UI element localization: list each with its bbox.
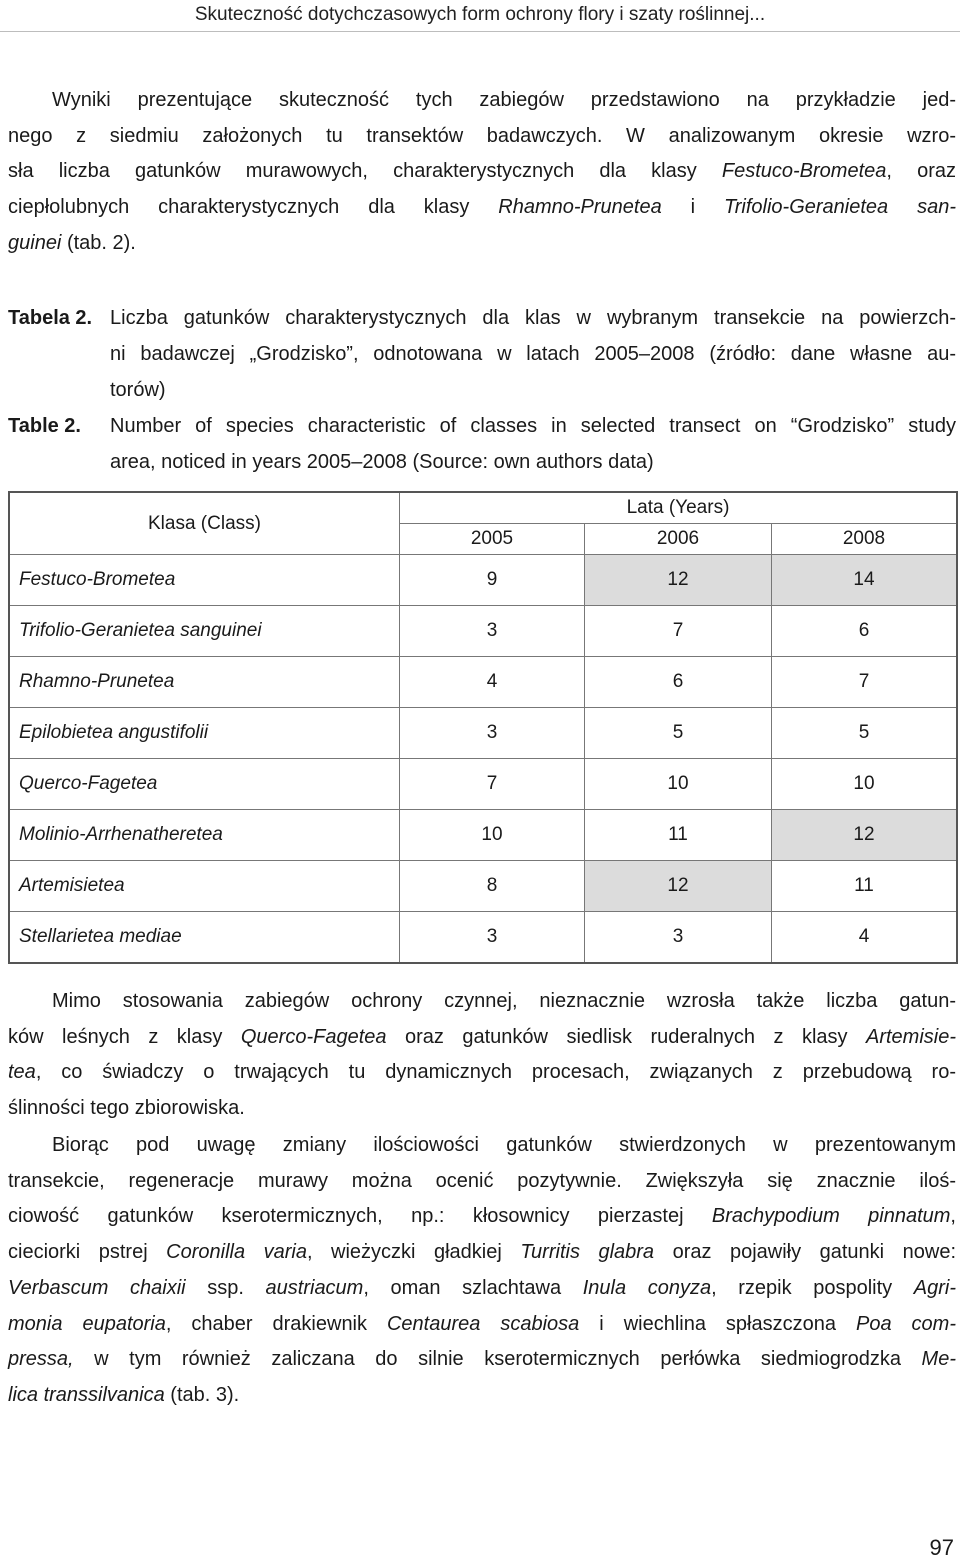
- count-cell: 3: [400, 606, 585, 657]
- table-row: [9, 912, 957, 964]
- class-name-cell: Festuco-Brometea: [9, 555, 400, 606]
- count-cell: 10: [585, 759, 772, 810]
- table-row: [9, 555, 957, 606]
- count-cell: 11: [585, 810, 772, 861]
- text-line: Biorąc pod uwagę zmiany ilościowości gatunków stwierdzonych w prezentowanym: [52, 1134, 956, 1156]
- caption-label-en: Table 2.: [8, 415, 81, 437]
- caption-line: Liczba gatunków charakterystycznych dla klas w wybranym transekcie na powierzch-: [110, 307, 956, 329]
- caption-english: [8, 408, 956, 480]
- class-name-cell: Stellarietea mediae: [9, 912, 400, 964]
- text-line: nego z siedmiu założonych tu transektów badawczych. W analizowanym okresie wzro-: [8, 124, 956, 147]
- caption-label-pl: Tabela 2.: [8, 307, 93, 329]
- text-line: cieciorki pstrej Coronilla varia, wieżyczki gładkiej Turritis glabra oraz pojawiły gatunki nowe:: [8, 1241, 957, 1264]
- caption-line: area, noticed in years 2005–2008 (Source: own authors data): [110, 451, 654, 473]
- class-name-cell: Rhamno-Prunetea: [9, 657, 400, 708]
- count-cell: 8: [400, 861, 585, 912]
- running-header: Skuteczność dotychczasowych form ochrony flory i szaty roślinnej...: [0, 0, 960, 32]
- intro-paragraph: [8, 83, 956, 262]
- class-name-cell: Artemisietea: [9, 861, 400, 912]
- caption-line: torów): [110, 379, 166, 401]
- paragraph-2: [8, 984, 956, 1127]
- text-line: tea, co świadczy o trwających tu dynamicznych procesach, związanych z przebudową ro-: [8, 1061, 956, 1084]
- table-row: [9, 861, 957, 912]
- count-cell: 5: [772, 708, 958, 759]
- text-line: Wyniki prezentujące skuteczność tych zabiegów przedstawiono na przykładzie jed-: [52, 89, 956, 111]
- class-name-cell: Molinio-Arrhenatheretea: [9, 810, 400, 861]
- species-table: [8, 491, 958, 964]
- count-cell: 6: [585, 657, 772, 708]
- text-line: Verbascum chaixii ssp. austriacum, oman szlachtawa Inula conyza, rzepik pospolity Agri-: [8, 1276, 957, 1299]
- table-row: [9, 657, 957, 708]
- count-cell: 7: [772, 657, 958, 708]
- text-line: ciepłolubnych charakterystycznych dla klasy Rhamno-Prunetea i Trifolio-Geranietea san-: [8, 196, 956, 219]
- count-cell: 3: [400, 912, 585, 964]
- text-line: ślinności tego zbiorowiska.: [8, 1097, 245, 1120]
- count-cell: 7: [400, 759, 585, 810]
- text-line: lica transsilvanica (tab. 3).: [8, 1383, 240, 1406]
- count-cell: 12: [772, 810, 958, 861]
- caption-polish: [8, 300, 956, 408]
- count-cell: 5: [585, 708, 772, 759]
- text-line: Mimo stosowania zabiegów ochrony czynnej, nieznacznie wzrosła także liczba gatun-: [52, 990, 956, 1012]
- count-cell: 3: [585, 912, 772, 964]
- table-caption: [8, 300, 956, 480]
- year-header: 2008: [772, 524, 958, 555]
- years-header: Lata (Years): [400, 492, 958, 524]
- year-header: 2006: [585, 524, 772, 555]
- count-cell: 12: [585, 555, 772, 606]
- text-line: monia eupatoria, chaber drakiewnik Centaurea scabiosa i wiechlina spłaszczona Poa com-: [8, 1312, 956, 1335]
- count-cell: 14: [772, 555, 958, 606]
- class-name-cell: Querco-Fagetea: [9, 759, 400, 810]
- count-cell: 7: [585, 606, 772, 657]
- count-cell: 10: [400, 810, 585, 861]
- count-cell: 11: [772, 861, 958, 912]
- text-line: ciowość gatunków kserotermicznych, np.: kłosownicy pierzastej Brachypodium pinnatum,: [8, 1205, 956, 1228]
- caption-line: ni badawczej „Grodzisko”, odnotowana w latach 2005–2008 (źródło: dane własne au-: [110, 343, 956, 365]
- text-line: guinei (tab. 2).: [8, 231, 136, 254]
- count-cell: 3: [400, 708, 585, 759]
- table-row: [9, 606, 957, 657]
- class-name-cell: Trifolio-Geranietea sanguinei: [9, 606, 400, 657]
- caption-text-en: [110, 408, 956, 480]
- page-number: 97: [929, 1535, 954, 1560]
- count-cell: 6: [772, 606, 958, 657]
- year-header: 2005: [400, 524, 585, 555]
- table-row: [9, 810, 957, 861]
- text-line: transekcie, regeneracje murawy można ocenić pozytywnie. Zwiększyła się znacznie iloś-: [8, 1169, 956, 1192]
- count-cell: 4: [772, 912, 958, 964]
- count-cell: 12: [585, 861, 772, 912]
- table-row: [9, 708, 957, 759]
- count-cell: 4: [400, 657, 585, 708]
- caption-text-pl: [110, 300, 956, 408]
- paragraph-3: [8, 1128, 956, 1414]
- class-header: Klasa (Class): [9, 492, 400, 555]
- caption-line: Number of species characteristic of classes in selected transect on “Grodzisko” study: [110, 415, 956, 437]
- text-line: pressa, w tym również zaliczana do silnie kserotermicznych perłówka siedmiogrodzka Me-: [8, 1348, 956, 1371]
- table-row: [9, 759, 957, 810]
- class-name-cell: Epilobietea angustifolii: [9, 708, 400, 759]
- count-cell: 9: [400, 555, 585, 606]
- text-line: sła liczba gatunków murawowych, charakterystycznych dla klasy Festuco-Brometea, oraz: [8, 160, 956, 183]
- count-cell: 10: [772, 759, 958, 810]
- text-line: ków leśnych z klasy Querco-Fagetea oraz gatunków siedlisk ruderalnych z klasy Artemisie-: [8, 1025, 957, 1048]
